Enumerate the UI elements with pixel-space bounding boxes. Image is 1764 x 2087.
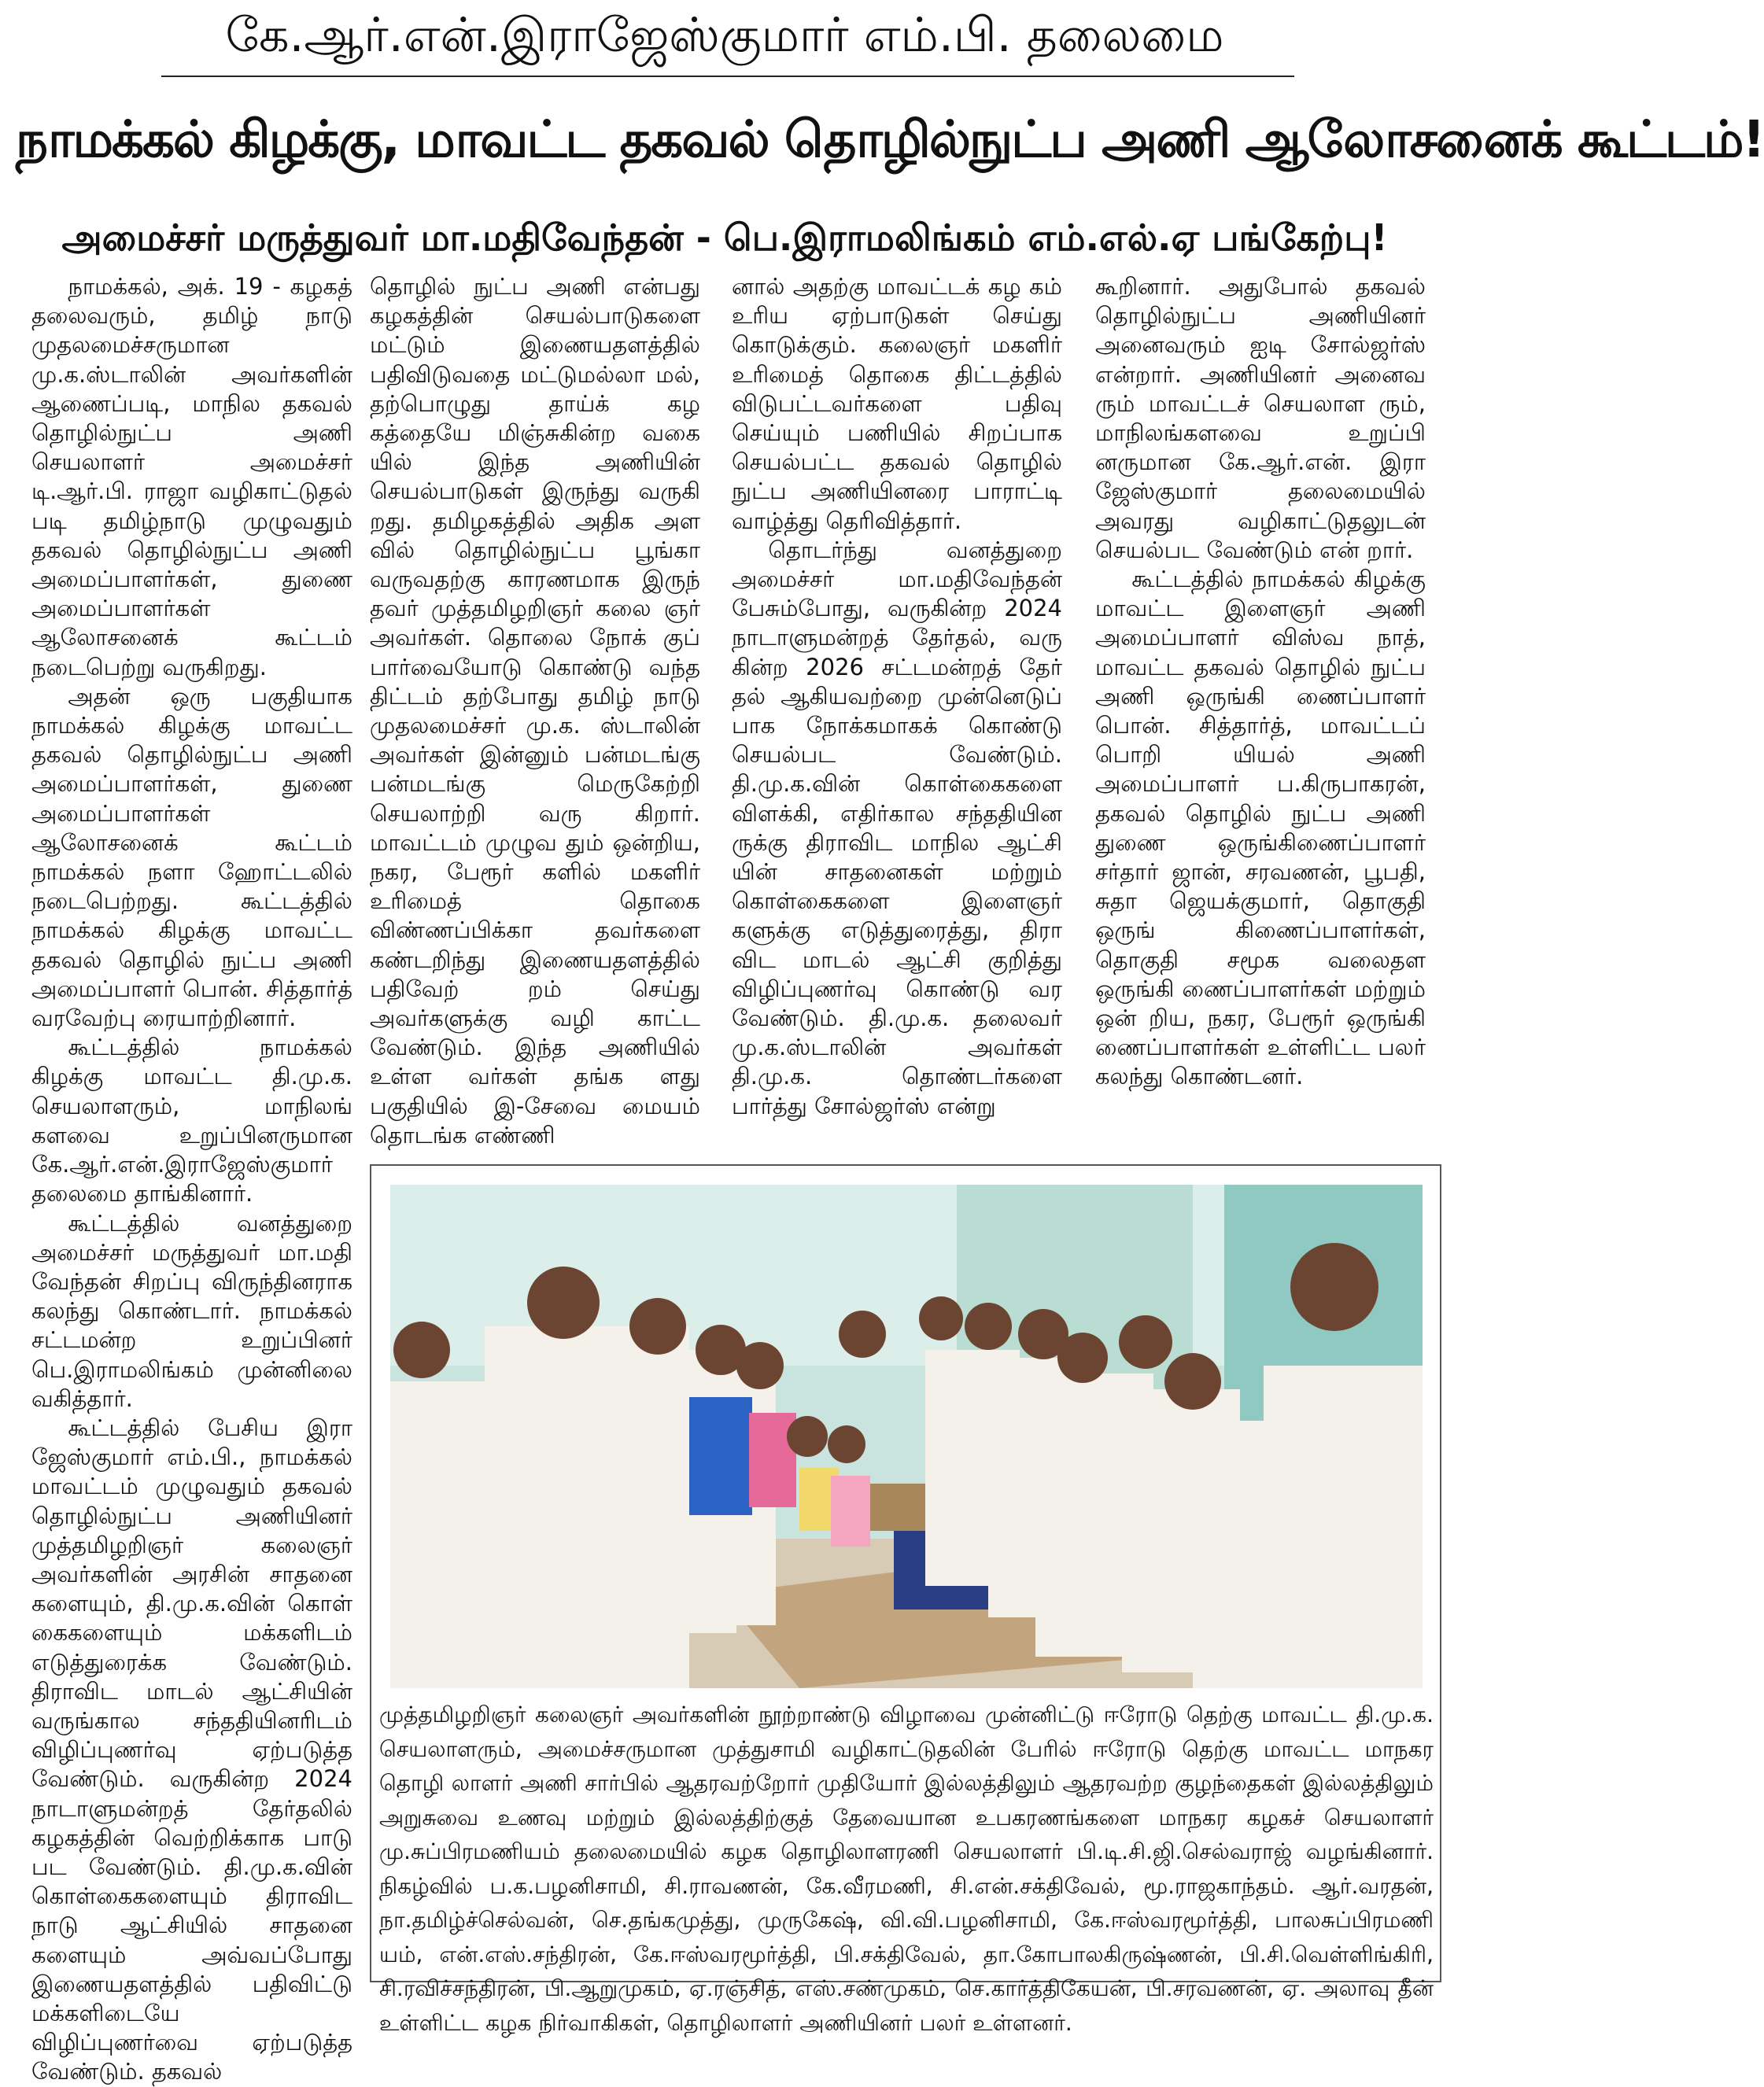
- paragraph: நாமக்கல், அக். 19 - கழகத் தலைவரும், தமிழ் நாடு முதலமைச்சருமான மு.க.ஸ்டாலின் அவர்களின் ஆணைப்படி, மாநில தகவல் தொழில்நுட்ப அணி செயலாளர் அமைச்சர் டி.ஆர்.பி. ராஜா வழிகாட்டுதல் படி தமிழ்நாடு முழுவதும் தகவல் தொழில்நுட்ப அணி அமைப்பாளர்கள், துணை அமைப்பாளர்கள் ஆலோசனைக் கூட்டம் நடைபெற்று வருகிறது.: [31, 273, 352, 680]
- photo-box: [370, 1164, 1441, 2036]
- group-photo-illustration: [390, 1185, 1423, 1688]
- paragraph: அதன் ஒரு பகுதியாக நாமக்கல் கிழக்கு மாவட்ட தகவல் தொழில்நுட்ப அணி அமைப்பாளர்கள், துணை அமைப்பாளர்கள் ஆலோசனைக் கூட்டம் நாமக்கல் நளா ஹோட்டலில் நடைபெற்றது. கூட்டத்தில் நாமக்கல் கிழக்கு மாவட்ட தகவல் தொழில் நுட்ப அணி அமைப்பாளர் பொன். சித்தார்த் வரவேற்பு ரையாற்றினார்.: [31, 682, 352, 1032]
- paragraph: தொழில் நுட்ப அணி என்பது கழகத்தின் செயல்பாடுகளை மட்டும் இணையதளத்தில் பதிவிடுவதை மட்டுமல்லா மல், தற்பொழுது தாய்க் கழ கத்தையே மிஞ்சுகின்ற வகை யில் இந்த அணியின் செயல்பாடுகள் இருந்து வருகி றது. தமிழகத்தில் அதிக அள வில் தொழில்நுட்ப பூங்கா வருவதற்கு காரணமாக இருந் தவர் முத்தமிழறிஞர் கலை ஞர் அவர்கள். தொலை நோக் குப் பார்வையோடு கொண்டு வந்த திட்டம் தற்போது தமிழ் நாடு முதலமைச்சர் மு.க. ஸ்டாலின் அவர்கள் இன்னும் பன்மடங்கு பன்மடங்கு மெருகேற்றி செயலாற்றி வரு கிறார். மாவட்டம் முழுவ தும் ஒன்றிய, நகர, பேரூர் களில் மகளிர் உரிமைத் தொகை விண்ணப்பிக்கா தவர்களை கண்டறிந்து இணையதளத்தில் பதிவேற் றம் செய்து அவர்களுக்கு வழி காட்ட வேண்டும். இந்த அணியில் உள்ள வர்கள் தங்க ளது பகுதியில் இ-சேவை மையம் தொடங்க எண்ணி: [370, 273, 700, 1149]
- article-column-4: [1095, 272, 1426, 1152]
- article-column-2: [370, 272, 700, 1152]
- event-photo: [390, 1185, 1423, 1688]
- article-column-3: [732, 272, 1062, 1152]
- paragraph: தொடர்ந்து வனத்துறை அமைச்சர் மா.மதிவேந்தன் பேசும்போது, வருகின்ற 2024 நாடாளுமன்றத் தேர்தல், வரு கின்ற 2026 சட்டமன்றத் தேர் தல் ஆகியவற்றை முன்னெடுப் பாக நோக்கமாகக் கொண்டு செயல்பட வேண்டும். தி.மு.க.வின் கொள்கைகளை விளக்கி, எதிர்கால சந்ததியின ருக்கு திராவிட மாநில ஆட்சி யின் சாதனைகள் மற்றும் கொள்கைகளை இளைஞர் களுக்கு எடுத்துரைத்து, திரா விட மாடல் ஆட்சி குறித்து விழிப்புணர்வு கொண்டு வர வேண்டும். தி.மு.க. தலைவர் மு.க.ஸ்டாலின் அவர்கள் தி.மு.க. தொண்டர்களை பார்த்து சோல்ஜர்ஸ் என்று: [732, 536, 1062, 1119]
- header-divider: [161, 76, 1294, 77]
- paragraph: கூறினார். அதுபோல் தகவல் தொழில்நுட்ப அணியினர் அனைவரும் ஐடி சோல்ஜர்ஸ் என்றார். அணியினர் அனைவ ரும் மாவட்டச் செயலாள ரும், மாநிலங்களவை உறுப்பி னருமான கே.ஆர்.என். இரா ஜேஸ்குமார் தலைமையில் அவரது வழிகாட்டுதலுடன் செயல்பட வேண்டும் என் றார்.: [1095, 273, 1426, 563]
- paragraph: கூட்டத்தில் பேசிய இரா ஜேஸ்குமார் எம்.பி., நாமக்கல் மாவட்டம் முழுவதும் தகவல் தொழில்நுட்ப அணியினர் முத்தமிழறிஞர் கலைஞர் அவர்களின் அரசின் சாதனை களையும், தி.மு.க.வின் கொள் கைகளையும் மக்களிடம் எடுத்துரைக்க வேண்டும். திராவிட மாடல் ஆட்சியின் வருங்கால சந்ததியினரிடம் விழிப்புணர்வு ஏற்படுத்த வேண்டும். வருகின்ற 2024 நாடாளுமன்றத் தேர்தலில் கழகத்தின் வெற்றிக்காக பாடு பட வேண்டும். தி.மு.க.வின் கொள்கைகளையும் திராவிட நாடு ஆட்சியில் சாதனை களையும் அவ்வப்போது இணையதளத்தில் பதிவிட்டு மக்களிடையே விழிப்புணர்வை ஏற்படுத்த வேண்டும். தகவல்: [31, 1414, 352, 2085]
- article-column-1: [31, 272, 352, 2085]
- photo-caption: முத்தமிழறிஞர் கலைஞர் அவர்களின் நூற்றாண்டு விழாவை முன்னிட்டு ஈரோடு தெற்கு மாவட்ட தி.மு.க. செயலாளரும், அமைச்சருமான முத்துசாமி வழிகாட்டுதலின் பேரில் ஈரோடு தெற்கு மாவட்ட மாநகர தொழி லாளர் அணி சார்பில் ஆதரவற்றோர் முதியோர் இல்லத்திலும் ஆதரவற்ற குழந்தைகள் இல்லத்திலும் அறுசுவை உணவு மற்றும் இல்லத்திற்குத் தேவையான உபகரணங்களை மாநகர கழகச் செயலாளர் மு.சுப்பிரமணியம் தலைமையில் கழக தொழிலாளரணி செயலாளர் பி.டி.சி.ஜி.செல்வராஜ் வழங்கினார். நிகழ்வில் ப.க.பழனிசாமி, சி.ராவணன், கே.வீரமணி, சி.என்.சக்திவேல், மூ.ராஜகாந்தம். ஆர்.வரதன், நா.தமிழ்ச்செல்வன், செ.தங்கமுத்து, முருகேஷ், வி.வி.பழனிசாமி, கே.ஈஸ்வரமூர்த்தி, பாலசுப்பிரமணி யம், என்.எஸ்.சந்திரன், கே.ஈஸ்வரமூர்த்தி, பி.சக்திவேல், தா.கோபாலகிருஷ்ணன், பி.சி.வெள்ளிங்கிரி, சி.ரவிச்சந்திரன், பி.ஆறுமுகம், ஏ.ரஞ்சித், எஸ்.சண்முகம், செ.கார்த்திகேயன், பி.சரவணன், ஏ. அலாவு தீன் உள்ளிட்ட கழக நிர்வாகிகள், தொழிலாளர் அணியினர் பலர் உள்ளனர்.: [379, 1702, 1434, 2036]
- subheadline: அமைச்சர் மருத்துவர் மா.மதிவேந்தன் - பெ.இராமலிங்கம் எம்.எல்.ஏ பங்கேற்பு!: [61, 216, 1388, 259]
- paragraph: கூட்டத்தில் நாமக்கல் கிழக்கு மாவட்ட தி.மு.க. செயலாளரும், மாநிலங் களவை உறுப்பினருமான கே.ஆர்.என்.இராஜேஸ்குமார் தலைமை தாங்கினார்.: [31, 1034, 352, 1208]
- paragraph: கூட்டத்தில் வனத்துறை அமைச்சர் மருத்துவர் மா.மதி வேந்தன் சிறப்பு விருந்தினராக கலந்து கொண்டார். நாமக்கல் சட்டமன்ற உறுப்பினர் பெ.இராமலிங்கம் முன்னிலை வகித்தார்.: [31, 1209, 352, 1412]
- kicker-line: கே.ஆர்.என்.இராஜேஸ்குமார் எம்.பி. தலைமை: [225, 8, 1224, 63]
- paragraph: னால் அதற்கு மாவட்டக் கழ கம் உரிய ஏற்பாடுகள் செய்து கொடுக்கும். கலைஞர் மகளிர் உரிமைத் தொகை திட்டத்தில் விடுபட்டவர்களை பதிவு செய்யும் பணியில் சிறப்பாக செயல்பட்ட தகவல் தொழில் நுட்ப அணியினரை பாராட்டி வாழ்த்து தெரிவித்தார்.: [732, 273, 1062, 534]
- headline: நாமக்கல் கிழக்கு, மாவட்ட தகவல் தொழில்நுட்ப அணி ஆலோசனைக் கூட்டம்!: [16, 111, 1764, 169]
- paragraph: கூட்டத்தில் நாமக்கல் கிழக்கு மாவட்ட இளைஞர் அணி அமைப்பாளர் விஸ்வ நாத், மாவட்ட தகவல் தொழில் நுட்ப அணி ஒருங்கி ணைப்பாளர் பொன். சித்தார்த், மாவட்டப் பொறி யியல் அணி அமைப்பாளர் ப.கிருபாகரன், தகவல் தொழில் நுட்ப அணி துணை ஒருங்கிணைப்பாளர் சர்தார் ஜான், சரவணன், பூபதி, சுதா ஜெயக்குமார், தொகுதி ஒருங் கிணைப்பாளர்கள், தொகுதி சமூக வலைதள ஒருங்கி ணைப்பாளர்கள் மற்றும் ஒன் றிய, நகர, பேரூர் ஒருங்கி ணைப்பாளர்கள் உள்ளிட்ட பலர் கலந்து கொண்டனர்.: [1095, 566, 1426, 1090]
